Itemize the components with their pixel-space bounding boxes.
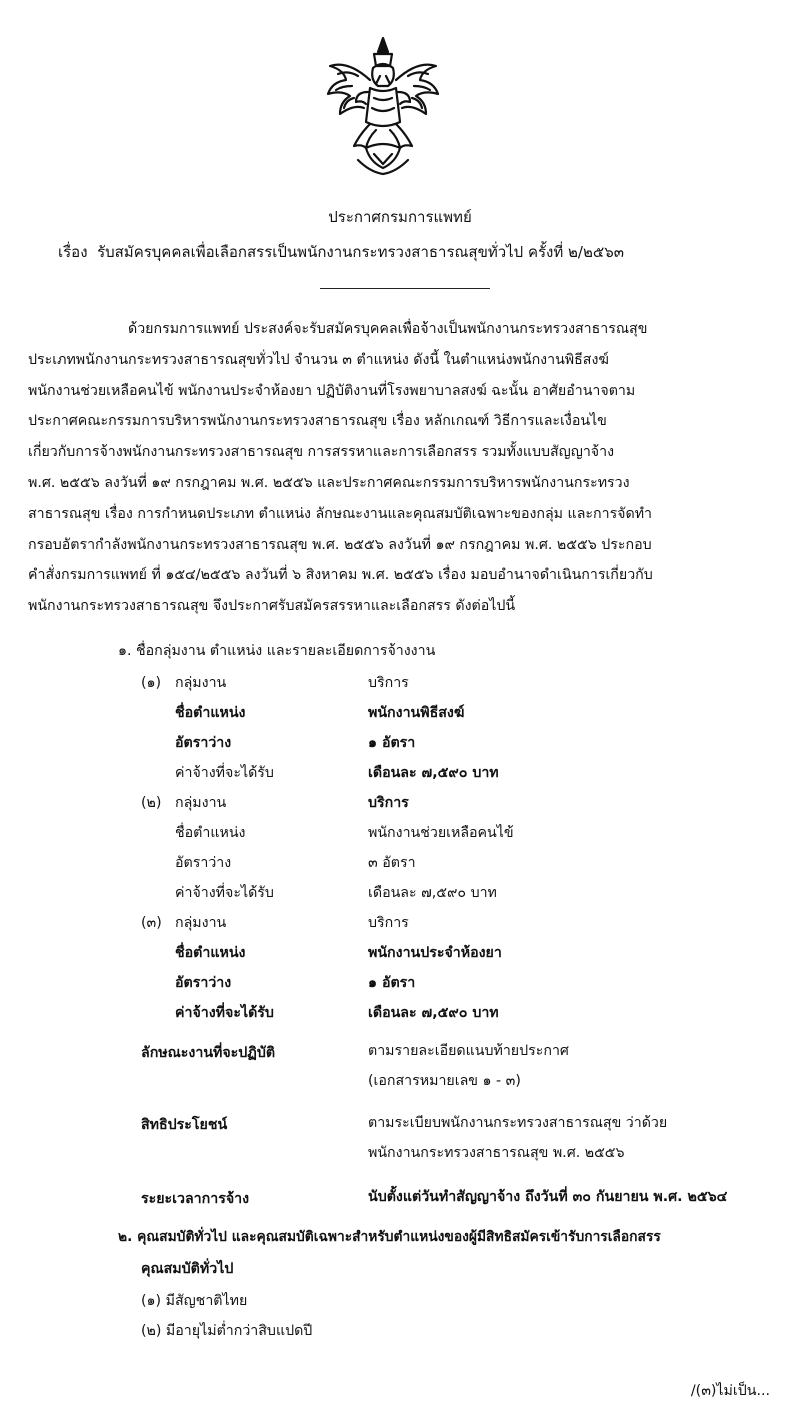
intro-line: คำสั่งกรมการแพทย์ ที่ ๑๕๔/๒๕๕๖ ลงวันที่ ๖ สิงหาคม พ.ศ. ๒๕๕๖ เรื่อง มอบอำนาจดำเนินการเกี่ยวกับ <box>28 567 653 584</box>
section-1-title: ๑. ชื่อกลุ่มงาน ตำแหน่ง และรายละเอียดการจ้างงาน <box>118 643 436 659</box>
subject-prefix: เรื่อง <box>58 243 88 261</box>
intro-line: พนักงานช่วยเหลือคนไข้ พนักงานประจำห้องยา ปฏิบัติงานที่โรงพยาบาลสงฆ์ ฉะนั้น อาศัยอำนาจตาม <box>28 382 636 399</box>
announcement-subject <box>58 240 778 264</box>
announcement-title: ประกาศกรมการแพทย์ <box>328 208 472 226</box>
intro-line: เกี่ยวกับการจ้างพนักงานกระทรวงสาธารณสุข การสรรหาและการเลือกสรร รวมทั้งแบบสัญญาจ้าง <box>28 444 615 461</box>
duties-label: ลักษณะงานที่จะปฏิบัติ <box>141 1045 276 1061</box>
intro-line: ประกาศคณะกรรมการบริหารพนักงานกระทรวงสาธารณสุข เรื่อง หลักเกณฑ์ วิธีการและเงื่อนไข <box>28 413 607 430</box>
intro-line: สาธารณสุข เรื่อง การกำหนดประเภท ตำแหน่ง ลักษณะงานและคุณสมบัติเฉพาะของกลุ่ม และการจัดทำ <box>28 505 653 522</box>
intro-line: กรอบอัตรากำลังพนักงานกระทรวงสาธารณสุข พ.ศ. ๒๕๕๖ ลงวันที่ ๑๙ กรกฎาคม พ.ศ. ๒๕๕๖ ประกอบ <box>28 536 652 553</box>
benefits-value: ตามระเบียบพนักงานกระทรวงสาธารณสุข ว่าด้วย พนักงานกระทรวงสาธารณสุข พ.ศ. ๒๕๕๖ <box>368 1115 668 1161</box>
intro-paragraph <box>28 314 778 622</box>
intro-line: ด้วยกรมการแพทย์ ประสงค์จะรับสมัครบุคคลเพื่อจ้างเป็นพนักงานกระทรวงสาธารณสุข <box>128 321 648 337</box>
page-continuation: /(๓)ไม่เป็น... <box>690 1383 770 1399</box>
intro-line: พนักงานกระทรวงสาธารณสุข จึงประกาศรับสมัครสรรหาและเลือกสรร ดังต่อไปนี้ <box>28 598 516 615</box>
period-value: นับตั้งแต่วันทำสัญญาจ้าง ถึงวันที่ ๓๐ กันยายน พ.ศ. ๒๕๖๔ <box>368 1189 728 1205</box>
document-page: ประกาศกรมการแพทย์ เรื่อง รับสมัครบุคคลเพื่อเลือกสรรเป็นพนักงานกระทรวงสาธารณสุขทั่วไป ครั้งที่ ๒/๒๕๖๓ ด้วยกรมการแพทย์ ประสงค์จะรับสมัครบุคคลเพื่อจ้างเป็นพนักงานกระทรวงสาธารณสุข ประเภทพนักงานกระทรวงสาธารณสุขทั่วไป จำนวน ๓ ตำแหน่ง ดังนี้ ในตำแหน่งพนักงานพิธีสงฆ์ พนักงานช่วยเหลือคนไข้ พนักงานประจำห้องยา ปฏิบัติงานที่โรงพยาบาลสงฆ์ ฉะนั้น อาศัยอำนาจตาม ประกาศคณะกรรมการบริหารพนักงานกระทรวงสาธารณสุข เรื่อง หลักเกณฑ์ วิธีการและเงื่อนไข เกี่ยวกับการจ้างพนักงานกระทรวงสาธารณสุข การสรรหาและการเลือกสรร รวมทั้งแบบสัญญาจ้าง พ.ศ. ๒๕๕๖ ลงวันที่ ๑๙ กรกฎาคม พ.ศ. ๒๕๕๖ และประกาศคณะกรรมการบริหารพนักงานกระทรวง สาธารณสุข เรื่อง การกำหนดประเภท ตำแหน่ง ลักษณะงานและคุณสมบัติเฉพาะของกลุ่ม และการจัดทำ กรอบอัตรากำลังพนักงานกระทรวงสาธารณสุข พ.ศ. ๒๕๕๖ ลงวันที่ ๑๙ กรกฎาคม พ.ศ. ๒๕๕๖ ประกอบ คำสั่งกรมการแพทย์ ที่ ๑๕๔/๒๕๕๖ ลงวันที่ ๖ สิงหาคม พ.ศ. ๒๕๕๖ เรื่อง มอบอำนาจดำเนินการเกี่ยวกับ พนักงานกระทรวงสาธารณสุข จึงประกาศรับสมัครสรรหาและเลือกสรร ดังต่อไปนี้ ๑. ชื่อกลุ่มงาน ตำแหน่ง และรายละเอียดการจ้างงาน (๑) กลุ่มงาน บริการ ชื่อตำแหน่ง พนักงานพิธีสงฆ์ อัตราว่าง ๑ อัตรา ค่าจ้างที่จะได้รับ เดือนละ ๗,๕๙๐ บาท (๒) กลุ่มงาน บริการ ชื่อตำแหน่ง พนักงานช่วยเหลือคนไข้ อัตราว่าง ๓ อัตรา ค่าจ้างที่จะได้รับ เดือนละ ๗,๕๙๐ บาท (๓) กลุ่มงาน บริการ ชื่อตำแหน่ง พนักงานประจำห้องยา อัตราว่าง ๑ อัตรา ค่าจ้างที่จะได้รับ เดือนละ ๗,๕๙๐ บาท ลักษณะงานที่จะปฏิบัติ ตามรายละเอียดแนบท้ายประกาศ (เอกสารหมายเลข ๑ - ๓) สิทธิประโยชน์ ตามระเบียบพนักงานกระทรวงสาธารณสุข ว่าด้วย พนักงานกระทรวงสาธารณสุข พ.ศ. ๒๕๕๖ ระยะเวลาการจ้าง นับตั้งแต่วันทำสัญญาจ้าง ถึงวันที่ ๓๐ กันยายน พ.ศ. ๒๕๖๔ ๒. คุณสมบัติทั่วไป และคุณสมบัติเฉพาะสำหรับตำแหน่งของผู้มีสิทธิสมัครเข้ารับการเลือกสรร คุณสมบัติทั่วไป (๑) มีสัญชาติไทย (๒) มีอายุไม่ต่ำกว่าสิบแปดปี /(๓)ไม่เป็น... <box>0 0 800 1420</box>
period-label: ระยะเวลาการจ้าง <box>141 1191 250 1207</box>
title-divider <box>320 288 490 289</box>
qualification-item: (๑) มีสัญชาติไทย <box>141 1293 248 1309</box>
section-2-subtitle: คุณสมบัติทั่วไป <box>141 1261 234 1277</box>
garuda-emblem-icon <box>318 30 448 180</box>
intro-line: พ.ศ. ๒๕๕๖ ลงวันที่ ๑๙ กรกฎาคม พ.ศ. ๒๕๕๖ และประกาศคณะกรรมการบริหารพนักงานกระทรวง <box>28 474 630 491</box>
duties-value: ตามรายละเอียดแนบท้ายประกาศ (เอกสารหมายเลข ๑ - ๓) <box>368 1043 569 1089</box>
benefits-label: สิทธิประโยชน์ <box>141 1117 228 1133</box>
intro-line: ประเภทพนักงานกระทรวงสาธารณสุขทั่วไป จำนวน ๓ ตำแหน่ง ดังนี้ ในตำแหน่งพนักงานพิธีสงฆ์ <box>28 351 609 368</box>
section-2-title: ๒. คุณสมบัติทั่วไป และคุณสมบัติเฉพาะสำหรับตำแหน่งของผู้มีสิทธิสมัครเข้ารับการเลือกสรร <box>118 1229 661 1245</box>
qualification-item: (๒) มีอายุไม่ต่ำกว่าสิบแปดปี <box>141 1323 313 1339</box>
subject-text: รับสมัครบุคคลเพื่อเลือกสรรเป็นพนักงานกระทรวงสาธารณสุขทั่วไป ครั้งที่ ๒/๒๕๖๓ <box>97 243 624 261</box>
